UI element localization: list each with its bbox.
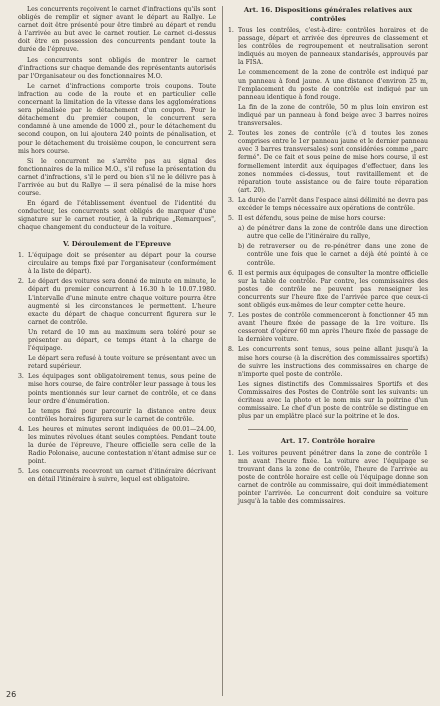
item-number: 2. [18, 278, 24, 286]
numbered-item [18, 252, 216, 276]
item-text: Il est défendu, sous peine de mise hors course: [238, 215, 386, 223]
numbered-item [228, 130, 428, 195]
item-number: 1. [228, 27, 234, 34]
item-number: 4. [18, 425, 24, 433]
paragraph: En égard de l'établissement éventuel de l'identité du conducteur, les concurrents sont obligés de marquer d'une signature sur le carnet routier, à la rubrique „Remarques", chaque changement du conducteur de la voiture. [18, 200, 216, 232]
item-number [228, 104, 238, 128]
item-number: 3. [228, 196, 234, 204]
item-text: Les postes de contrôle commenceront à fonctionner 45 mn avant l'heure fixée de passage de la 1re voiture. Ils cesseront d'opérer 60 mn après l'heure fixée de passage de la dernière voiture. [238, 312, 428, 344]
item-text: L'équipage doit se présenter au départ pour la course circulaire au temps fixé par l'organisateur (conformément à la liste de départ). [28, 252, 216, 276]
numbered-item [18, 468, 216, 484]
item-text: Le départ sera refusé à toute voiture se présentant avec un retard supérieur. [28, 355, 216, 371]
item-number [18, 355, 28, 371]
art17-list [228, 450, 428, 507]
numbered-item [228, 346, 428, 378]
numbered-item [18, 408, 216, 424]
column-divider [222, 6, 223, 696]
paragraph: Les concurrents sont obligés de montrer le carnet d'infractions sur chaque demande des représentants autorisés par l'Organisateur ou des fonctionnaires M.O. [18, 56, 216, 80]
item-text: La fin de la zone de contrôle, 50 m plus loin environ est indiqué par un panneau à fond beige avec 3 barres noires transversales. [238, 103, 428, 128]
numbered-item [18, 329, 216, 353]
item-number: 7. [228, 312, 234, 320]
numbered-item [228, 104, 428, 128]
item-number: 6. [228, 269, 234, 277]
art16-list-continued [228, 270, 428, 422]
item-text: Les équipages sont obligatoirement tenus, sous peine de mise hors course, de faire contrôler leur passage à tous les points mentionnés sur leur carnet de contrôle, et ce dans leur ordre d'énumération. [28, 373, 216, 405]
item-text: La durée de l'arrêt dans l'espace ainsi délimité ne devra pas excéder le temps nécessaire aux opérations de contrôle. [238, 196, 428, 212]
item-text: Les concurrents recevront un carnet d'itinéraire décrivant en détail l'itinéraire à suivre, lequel est obligatoire. [28, 468, 216, 484]
art17-title: Art. 17. Contrôle horaire [280, 437, 376, 446]
item-number [228, 381, 238, 421]
item-text: Les heures et minutes seront indiquées de 00.01—24.00, les minutes révolues étant seules comptées. Pendant toute la durée de l'épreuve, l'heure officielle sera celle de la Radio Polonaise, aucune contestation n'étant admise sur ce point. [28, 425, 216, 466]
numbered-item [228, 69, 428, 101]
numbered-item [228, 450, 428, 507]
item-text: Le temps fixé pour parcourir la distance entre deux contrôles horaires figurera sur le carnet de contrôle. [28, 407, 216, 423]
item-text: Les voitures peuvent pénétrer dans la zone de contrôle 1 mn avant l'heure fixée. La voiture avec l'équipage se trouvant dans la zone de contrôle, l'heure de l'arrivée au poste de contrôle horaire est celle où l'équipage donne son carnet de contrôle au commissaire, qui doit immédiatement pointer l'arrivée. Le concurrent doit conduire sa voiture jusqu'à la table des commissaires. [238, 449, 428, 506]
section-divider [248, 429, 408, 430]
paragraph: Le carnet d'infractions comporte trois coupons. Toute infraction au code de la route et en particulier celle concernant la limitation de la vitesse dans les agglomérations sera pénalisée par le détachement d'un coupon. Pour le détachement du premier coupon, le concurrent sera condamné à une amende de 1000 zł., pour le détachement du second coupon, on lui ajoutera 240 points de pénalisation, et pour le détachement du troisième coupon, le concurrent sera mis hors course. [18, 82, 216, 155]
right-column [228, 6, 428, 508]
item-text: Toutes les zones de contrôle (c'à d toutes les zones comprises entre le 1er panneau jaune et le dernier panneau avec 3 barres transversales) sont considérées comme „parc fermé". De ce fait et sous peine de mise hors course, il est formellement interdit aux équipages d'effectuer, dans les zones nommées ci-dessus, tout ravitaillement et de réparation toute assistance ou de faire toute réparation (art. 20). [238, 130, 428, 194]
item-text: Un retard de 10 mn au maximum sera toléré pour se présenter au départ, ce temps étant à la charge de l'équipage. [28, 328, 216, 353]
intro-paragraphs [18, 6, 216, 233]
art16-title: Art. 16. Dispositions générales relatives aux contrôles [243, 6, 413, 23]
art16-sublist [228, 225, 428, 267]
item-number: 1. [18, 252, 24, 260]
subitem-letter: a) [238, 225, 245, 233]
item-number: 5. [228, 215, 234, 223]
item-number: 2. [228, 130, 234, 138]
item-number: 5. [18, 468, 24, 476]
lettered-subitem [238, 243, 428, 267]
item-text: Les concurrents sont tenus, sous peine allant jusqu'à la mise hors course (à la discrétion des commissaires sportifs) de suivre les instructions des commissaires en charge de n'importe quel poste de contrôle. [238, 346, 428, 378]
art16-list [228, 27, 428, 223]
item-number [228, 69, 238, 101]
paragraph: Les concurrents reçoivent le carnet d'infractions qu'ils sont obligés de remplir et signer avant le départ au Rallye. Le carnet doit être présenté pour être timbré au départ et rendu à l'arrivée au but avec le carnet routier. Le carnet ci-dessus doit être en possession des concurrents pendant toute la durée de l'épreuve. [18, 6, 216, 54]
lettered-subitem [238, 225, 428, 241]
page-number: 26 [6, 690, 17, 699]
item-text: Tous les contrôles, c'est-à-dire: contrôles horaires et de passage, départ et arrivée des épreuves de classement et les contrôles de regroupement et neutralisation seront indiqués au moyen de panneaux standarisés, approuvés par la FISA. [238, 27, 428, 67]
item-number [18, 408, 28, 424]
item-number: 8. [228, 346, 234, 354]
item-text: Il est permis aux équipages de consulter la montre officielle sur la table de contrôle. Par contre, les commissaires des postes de contrôle ne peuvent pas renseigner les concurrents sur l'heure fixe de l'arrivée parce que ceux-ci sont obligés eux-mêmes de leur compter cette heure. [238, 269, 428, 309]
item-text: Le départ des voitures sera donné de minute en minute, le départ du premier concurrent à 16.30 h le 10.07.1980. L'intervalle d'une minute entre chaque voiture pourra être augmenté si les circonstances le permettent. L'heure exacte du départ de chaque concurrent figurera sur le carnet de contrôle. [28, 278, 216, 326]
numbered-item [228, 197, 428, 213]
item-text: Les signes distinctifs des Commissaires Sportifs et des Commissaires des Postes de Contrôle sont les suivants: un écriteau avec la photo et le nom mis sur la poitrine d'un commissaire. Le chef d'un poste de contrôle se distingue en plus par un emplâtre placé sur la poitrine et le dos. [238, 380, 428, 421]
numbered-item [228, 270, 428, 310]
deroulement-list [18, 252, 216, 485]
numbered-item [18, 278, 216, 327]
numbered-item [228, 215, 428, 223]
item-number: 3. [18, 373, 24, 381]
numbered-item [18, 426, 216, 466]
numbered-item [18, 355, 216, 371]
subitem-text: de retraverser ou de re-pénétrer dans une zone de contrôle une fois que le carnet a déjà été pointé à ce contrôle. [247, 243, 428, 267]
numbered-item [228, 27, 428, 67]
numbered-item [228, 312, 428, 344]
left-column [18, 6, 216, 487]
subitem-text: de pénétrer dans la zone de contrôle dans une direction autre que celle de l'itinéraire du rallye, [247, 225, 428, 241]
numbered-item [18, 373, 216, 405]
paragraph: Si le concurrent ne s'arrête pas au signal des fonctionnaires de la milice M.O., s'il refuse la présentation du carnet d'infractions, s'il le perd ou bien s'il ne le délivre pas à l'arrivée au but du Rallye — il sera pénalisé de la mise hors course. [18, 157, 216, 198]
section-title-deroulement: V. Déroulement de l'Epreuve [62, 239, 172, 248]
numbered-item [228, 381, 428, 421]
item-number: 1. [228, 449, 234, 457]
subitem-letter: b) [238, 243, 245, 251]
item-text: Le commencement de la zone de contrôle est indiqué par un panneau à fond jaune. A une distance d'environ 25 m, l'emplacement du poste de contrôle est indiqué par un panneau identique à fond rouge. [238, 69, 428, 101]
item-number [18, 329, 28, 353]
